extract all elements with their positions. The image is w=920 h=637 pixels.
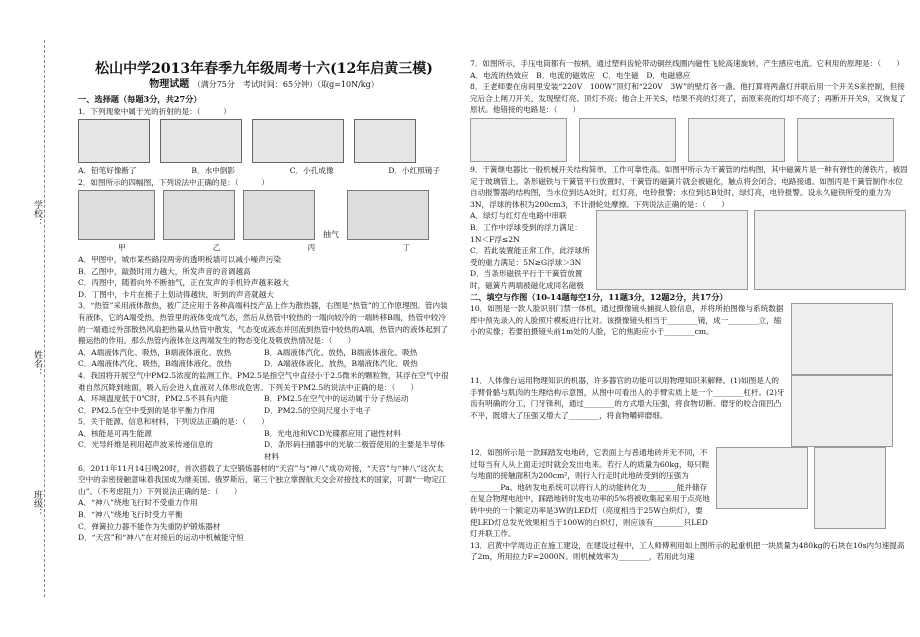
q3-option-a[interactable]: A．A端液体汽化、吸热，B端液体液化、放热: [78, 347, 232, 357]
q11-block: [470, 375, 910, 447]
q3-stem: 3．“热管”采用液体散热，被广泛应用于各种高端科技产品上作为散热器，右图是“热管”的工作原理图。管内装有液体，它的A端受热，热管里的液体变成气态，然后从热管中较热的一端向较冷的一端转移B端，热管中较冷的一端通过外部散热风扇把热量从热管中散发，气态变成液态并回流到热管中较热的A端，热管内的液体起到了搬运热的作用。那么热管内液体在这两端发生的物态变化及吸放热情况是：（ ）: [78, 301, 448, 346]
q6-option-c[interactable]: C．弹簧拉力器不能作为失重防护锻炼器材: [78, 521, 221, 531]
circuit-b: [579, 118, 676, 162]
q4-stem: 4．我国将开展空气中PM2.5浓度的监测工作。PM2.5是指空气中直径小于2.5微米的颗粒物，其浮在空气中很难自然沉降到地面，吸入后会进入血液对人体形成危害。下列关于PM2.5的说法中正确的是：（ ）: [78, 370, 449, 392]
q3-option-d[interactable]: D．A端液体液化、放热，B端液体汽化、吸热: [264, 359, 418, 369]
q5-options-row1: [78, 428, 450, 440]
q6-stem: 6．2011年11月14日晚20时，首次搭载了太空锻炼器材的“天宫”与“神八”成功对接，“天宫”与“神八”这次太空中的亲密接触意味着我国成为继美国、俄罗斯后，第三个独立掌握航天交会对接技术的国家，可谓“一吻定江山”。（不考虑阻力）下列说法正确的是：（ ）: [78, 463, 447, 496]
q9-option-a[interactable]: A．绿灯与红灯在电路中串联: [470, 211, 567, 221]
q9-option-b[interactable]: B．工作中浮球受到的浮力满足：1N＜F浮≤2N: [470, 222, 582, 244]
q6-option-a[interactable]: A．“神八”绕地飞行时不受重力作用: [78, 498, 198, 508]
q1-option-c[interactable]: C．小孔成像: [289, 166, 334, 176]
q12-stem: 12．如图所示是一款踩踏发电地砖，它表面上与普通地砖并无不同，不过每当有人从上面走过时就会发出电来。若行人的质量为60kg，每只鞋与地面的接触面积为200cm²，则行人行走时此地砖受到的压强为________Pa。地砖发电系统可以将行人的动能转化为________能并储存在复合物理电池中，踩踏地砖时发电功率的5%将被收集起来用于点亮地砖中央的一个额定功率是3W的LED灯（亮度相当于25W白炽灯），要使LED灯总发光效果相当于100W的白炽灯，则应该有________只LED灯并联工作。: [470, 448, 710, 539]
q9-option-d[interactable]: D．当条形磁铁平行于干簧管放置时，磁簧片两端被磁化成同名磁极: [470, 269, 584, 290]
q11-stem: 11．人体像台运用物理知识的机器，许多器官的功能可以用物理知识来解释。(1)如图是人的手臂骨骼与肌肉的生理结构示意图，从图中可看出人的手臂实质上是一个________杠杆。(2)牙齿有明确的分工，门牙锋利，通过________的方式增大压强，将食物切断。磨牙的咬合面凹凸不平，既增大了压强又增大了________，将食物嚼碎磨细。: [470, 376, 785, 420]
q4-option-d[interactable]: D．PM2.5的空间尺度小于电子: [264, 405, 371, 415]
q2-fig-label-c: 丙: [307, 243, 316, 253]
q3-options-row2: [78, 358, 450, 370]
binding-margin: [0, 0, 52, 637]
q8-circuits: [470, 118, 910, 162]
class-label: 班级：: [32, 490, 42, 517]
q3-option-b[interactable]: B．A端液体汽化、放热，B端液体液化、吸热: [264, 347, 418, 357]
wall-image: [78, 190, 155, 240]
q3-option-c[interactable]: C．A端液体汽化、吸热，B端液体液化、放热: [78, 359, 232, 369]
q1-stem: 1．下列现象中属于光的折射的是：（ ）: [78, 106, 231, 116]
q2-option-b[interactable]: B．乙图中，敲鼓时用力越大，所发声音的音调越高: [78, 266, 251, 276]
q2-fig-label-a: 甲: [118, 243, 126, 253]
drum-image: [163, 190, 235, 240]
exam-title: 松山中学2013年春季九年级周考十六(12年启黄三模): [95, 61, 433, 77]
q3-options-row1: [78, 347, 450, 359]
walking-people-image: [716, 447, 808, 509]
q2-stem: 2．如图所示的四幅图，下列说法中正确的是：（ ）: [78, 177, 269, 187]
q1-figures: [78, 119, 450, 163]
right-column: [470, 0, 910, 563]
q4-option-c[interactable]: C．PM2.5在空中受到的是非平衡力作用: [78, 405, 216, 415]
q12-block: [470, 447, 910, 540]
q2-option-a[interactable]: A．甲图中，城市某些路段两旁的透明板墙可以减小噪声污染: [78, 254, 281, 264]
q2-figure-labels: [78, 242, 450, 254]
circuit-a: [470, 118, 567, 162]
q2-figures: [78, 190, 450, 240]
binding-line: [44, 40, 45, 597]
exam-meta: （满分75分 考试时间：65分钟）（取g=10N/kg）: [192, 80, 379, 89]
q2-fig-label-d: 丁: [402, 243, 410, 253]
q7-stem: 7．如图所示，手压电筒都有一按柄，通过塑料齿轮带动铜丝线圈内磁性飞轮高速旋转，产生感应电流。它利用的原理是：（ ）A．电流的热效应 B．电流的磁效应 C．电生磁 D．电磁感应: [470, 59, 904, 80]
vacuum-jar-image: [243, 190, 315, 240]
q8-stem: 8．王老师要在房间里安装“220V 100W”顶灯和“220V 3W”的壁灯各一盏。他打算将两盏灯并联后用一个开关S来控制，但接完后合上闸刀开关，发现壁灯亮、顶灯不亮；他合上开关S，结果不亮的灯亮了，而原来亮的灯却不亮了；再断开开关S，又恢复了原状。他错接的电路是：（ ）: [470, 82, 906, 115]
q9-options: [470, 210, 590, 291]
pinhole-image: [252, 119, 344, 163]
q9-option-c[interactable]: C．若此装置能正常工作，此浮球所受的重力满足：5N≥G浮球＞3N: [470, 246, 590, 267]
section-2-heading: 二、填空与作图（10-14题每空1分，11题3分，12题2分，共17分）: [470, 291, 728, 302]
q10-stem: 10．如图是一款人脸识别门禁一体机，通过摄像镜头捕捉人脸信息，并将所拍图像与系统数据库中预先录入的人脸照片模板进行比对。该摄像镜头相当于________镜，成一________立，缩小的实像；若要拍摄镜头前1m处的人脸，它的焦距应小于________cm。: [470, 304, 784, 337]
tower-reflection-image: [160, 119, 242, 163]
q5-option-a[interactable]: A．核能是可再生能源: [78, 428, 152, 438]
q10-block: [470, 303, 910, 375]
q2-option-c[interactable]: C．丙图中，随着向外不断抽气，正在发声的手机铃声越来越大: [78, 278, 289, 288]
q9-stem: 9．干簧继电器比一般机械开关结构简单，工作可靠性高。如图甲所示为干簧管的结构图，其中磁簧片是一种有弹性的薄铁片，被固定于玻璃管上。条形磁铁与干簧管平行放置时，干簧管的磁簧片就会被磁化，触点将会闭合，电路接通。如图丙是干簧管制作水位自动报警器的结构图，当水位到达A处时，红灯亮，电铃报警；水位到达B处时，绿灯亮，电铃报警。设永久磁铁所受的重力为3N，浮球的体积为200cm3，不计滑轮处摩擦。下列说法正确的是：（ ）: [470, 164, 908, 209]
name-label: 姓名：: [32, 350, 42, 377]
q2-fig-label-b: 乙: [212, 243, 221, 253]
pencil-in-water-image: [78, 119, 150, 163]
q13-stem: 13．启黄中学周边正在施工建设，在建设过程中，工人师傅利用如上图所示的起重机把一块质量为480kg的石块在10s内匀速提高了2m，所用拉力F=2000N。则机械效率为________，若用此匀速: [470, 540, 905, 562]
face-scanner-image: [791, 303, 893, 375]
q5-options-row2: [78, 439, 450, 462]
q4-option-a[interactable]: A．环境温度低于0℃时，PM2.5不具有内能: [78, 394, 229, 404]
q5-option-c[interactable]: C．光导纤维是利用超声波来传递信息的: [78, 440, 213, 450]
q9-block: [470, 210, 910, 291]
q2-option-d[interactable]: D．丁图中，卡片在梳子上划动得越快，听到的声音就越大: [78, 289, 274, 299]
reed-switch-figure: [596, 210, 748, 290]
mirror-image: [354, 119, 416, 163]
q4-options-row1: [78, 393, 450, 405]
section-1-heading: 一、选择题（每题3分，共27分）: [78, 94, 202, 104]
subject-title: 物理试题: [149, 79, 190, 90]
left-column: [78, 0, 450, 544]
water-alarm-figure: [754, 210, 906, 290]
q2-air-label: 抽气: [323, 229, 339, 239]
q1-option-d[interactable]: D．小红照镜子: [388, 166, 440, 176]
arm-diagram: [791, 375, 893, 447]
q4-options-row2: [78, 405, 450, 417]
q1-option-a[interactable]: A．铅笔好像断了: [78, 166, 137, 176]
q6-option-d[interactable]: D．“天宫”和“神八”在对接后的运动中机械能守恒: [78, 533, 244, 543]
circuit-c: [688, 118, 785, 162]
q1-options: [78, 165, 450, 177]
q5-option-b[interactable]: B．光电池和VCD光碟都应用了磁性材料: [264, 428, 401, 438]
q1-option-b[interactable]: B．水中倒影: [191, 166, 235, 176]
q4-option-b[interactable]: B．PM2.5在空气中的运动属于分子热运动: [264, 394, 409, 404]
school-label: 学校：: [32, 200, 42, 227]
circuit-d: [797, 118, 894, 162]
q5-stem: 5．关于能源、信息和材料，下列说法正确的是：（ ）: [78, 417, 269, 427]
q5-option-d[interactable]: D．条形码扫描器中的光敏二极管使用的主要是半导体材料: [264, 440, 445, 462]
q6-option-b[interactable]: B．“神八”绕地飞行时受力平衡: [78, 510, 183, 520]
crane-diagram: [814, 447, 886, 529]
comb-image: [347, 190, 429, 240]
exam-subtitle: [78, 78, 450, 92]
